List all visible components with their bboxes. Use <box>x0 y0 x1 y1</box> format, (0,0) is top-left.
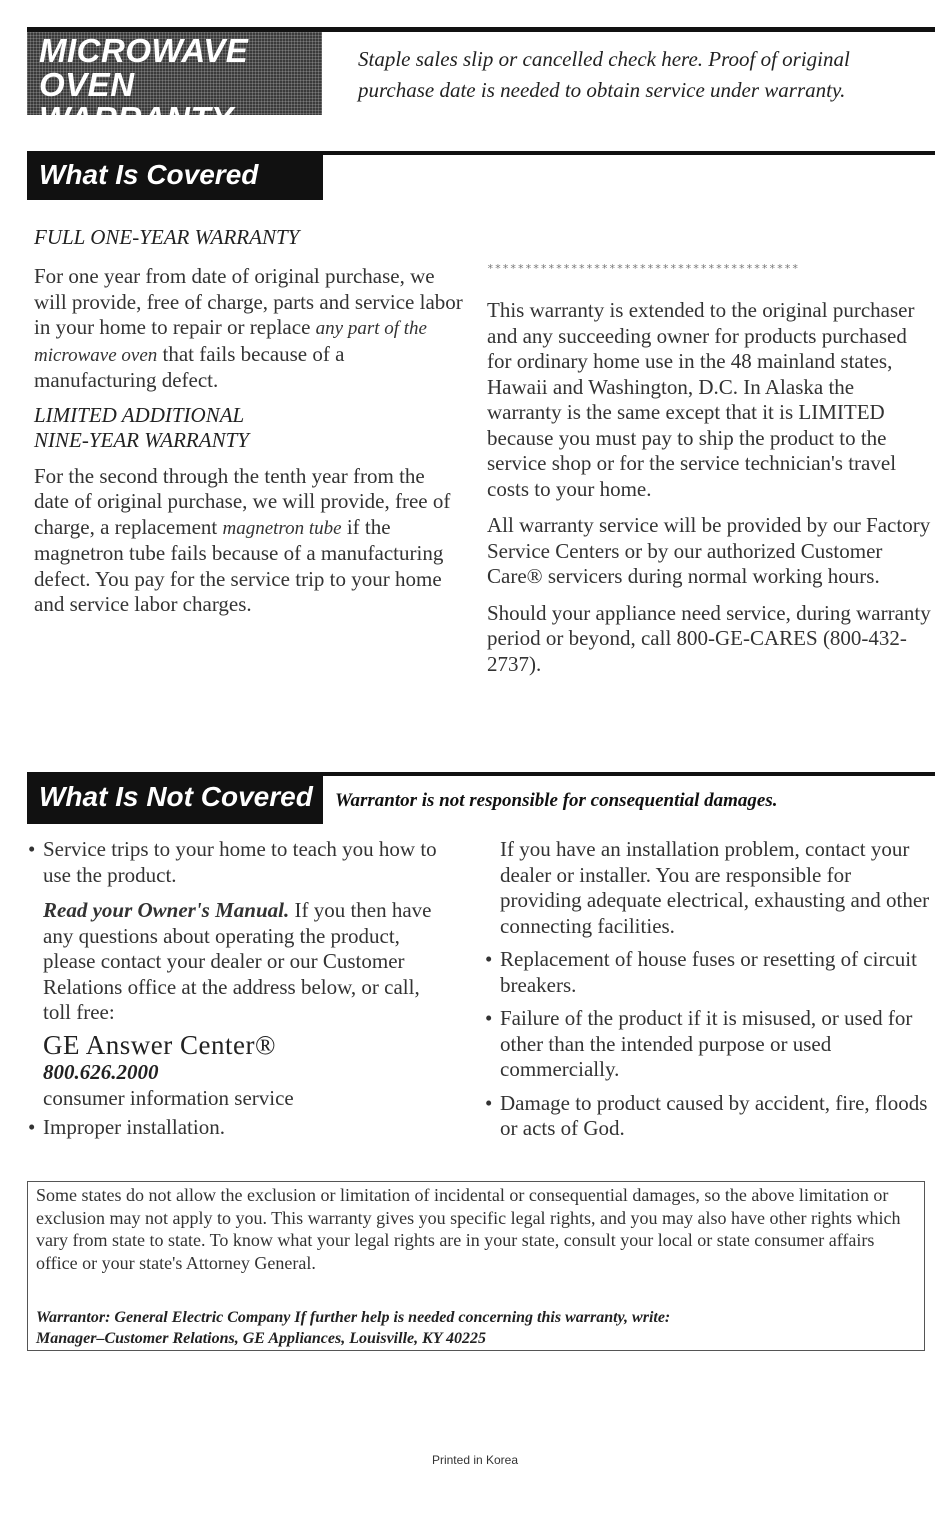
list-item-text: Improper installation. <box>43 1114 225 1139</box>
service-centers-text: All warranty service will be provided by our Factory Service Centers or by our authorized Customer Care® servicers during normal working hours. <box>487 513 931 588</box>
installation-problem-text: If you have an installation problem, contact your dealer or installer. You are responsible for providing adequate electrical, exhausting and other connecting facilities. <box>500 837 930 938</box>
owners-manual-label: Read your Owner's Manual. <box>43 898 290 922</box>
bullet: • <box>28 1114 36 1139</box>
full-warranty-text-part: that fails because of a manufacturing defect. <box>34 341 345 392</box>
extended-warranty-text: This warranty is extended to the original purchaser and any succeeding owner for products purchased for ordinary home use in the 48 mainland states, Hawaii and Washington, D.C. In Alaska the warranty is the same except that it is LIMITED because you must pay to ship the product to the service shop or for the service technician's travel costs to your home. <box>487 298 915 501</box>
bullet: • <box>485 1090 493 1115</box>
full-warranty-emphasis: any part of the microwave oven <box>34 318 427 366</box>
call-service-text: Should your appliance need service, during warranty period or beyond, call 800-GE-CARES (800-432-2737). <box>487 600 931 676</box>
covered-left-column <box>34 225 464 618</box>
full-warranty-text <box>34 264 464 394</box>
legal-notice-box <box>27 1181 925 1351</box>
bullet: • <box>485 1006 493 1030</box>
answer-center-name: GE Answer Center® <box>43 1029 276 1060</box>
limited-heading-line: NINE-YEAR WARRANTY <box>34 427 249 452</box>
printed-in-note: Printed in Korea <box>431 1453 519 1467</box>
bullet: • <box>28 837 36 861</box>
limited-text-part: For the second through the tenth year from the date of original purchase, we will provide, free of charge, a replacement <box>34 463 451 539</box>
list-item <box>485 947 930 998</box>
list-item <box>28 1115 448 1141</box>
legal-notice-text: Some states do not allow the exclusion or limitation of incidental or consequential damages, so the above limitation or exclusion may not apply to you. This warranty gives you specific legal rights, and you may also have other rights which vary from state to state. To know what your legal rights are in your state, consult your local or state consumer affairs office or your state's Attorney General. <box>36 1185 901 1273</box>
bullet: • <box>485 947 493 971</box>
not-covered-section-title: What Is Not Covered <box>39 781 313 812</box>
warrantor-line: Warrantor: General Electric Company If further help is needed concerning this warranty, write: <box>36 1309 671 1326</box>
staple-note: Staple sales slip or cancelled check here. Proof of original purchase date is needed to obtain service under warranty. <box>358 47 850 102</box>
covered-section-title: What Is Covered <box>39 159 259 190</box>
limited-warranty-text <box>34 464 464 618</box>
warranty-title-box <box>27 32 322 137</box>
star-divider: ***************************************** <box>487 263 800 275</box>
full-warranty-text-part: For one year from date of original purchase, we will provide, free of charge, parts and service labor in your home to repair or replace <box>34 264 463 339</box>
owners-manual-body: If you then have any questions about operating the product, please contact your dealer or our Customer Relations office at the address below, or call, toll free: <box>43 898 432 1024</box>
limited-text-part: if the magnetron tube fails because of a manufacturing defect. You pay for the service trip to your home and service labor charges. <box>34 514 444 616</box>
not-covered-title-box <box>27 772 323 824</box>
limited-text-emphasis: magnetron tube <box>222 517 342 539</box>
consequential-damages-note: Warrantor is not responsible for consequential damages. <box>335 790 778 811</box>
list-item-text: Damage to product caused by accident, fire, floods or acts of God. <box>500 1090 928 1140</box>
list-item <box>485 1091 930 1142</box>
owners-manual-text <box>43 898 448 1026</box>
covered-title-box <box>27 151 323 200</box>
answer-center-phone: 800.626.2000 <box>43 1059 159 1084</box>
answer-center-subtitle: consumer information service <box>43 1085 294 1110</box>
list-item <box>28 837 448 888</box>
warrantor-address: Manager–Customer Relations, GE Appliances, Louisville, KY 40225 <box>36 1330 486 1347</box>
list-item-text: Failure of the product if it is misused, or used for other than the intended purpose or used commercially. <box>500 1006 913 1081</box>
warrantor-info <box>36 1307 916 1349</box>
not-covered-left-column <box>28 837 448 1140</box>
not-covered-right-column <box>485 837 930 1142</box>
list-item <box>485 1006 930 1083</box>
covered-right-column <box>487 298 931 677</box>
limited-warranty-heading <box>34 403 464 453</box>
list-item-text: Service trips to your home to teach you how to use the product. <box>43 837 437 887</box>
full-warranty-heading: FULL ONE-YEAR WARRANTY <box>34 225 300 249</box>
warranty-title: MICROWAVE OVEN WARRANTY <box>39 32 249 137</box>
list-item-text: Replacement of house fuses or resetting of circuit breakers. <box>500 947 917 997</box>
limited-heading-line: LIMITED ADDITIONAL <box>34 402 245 427</box>
